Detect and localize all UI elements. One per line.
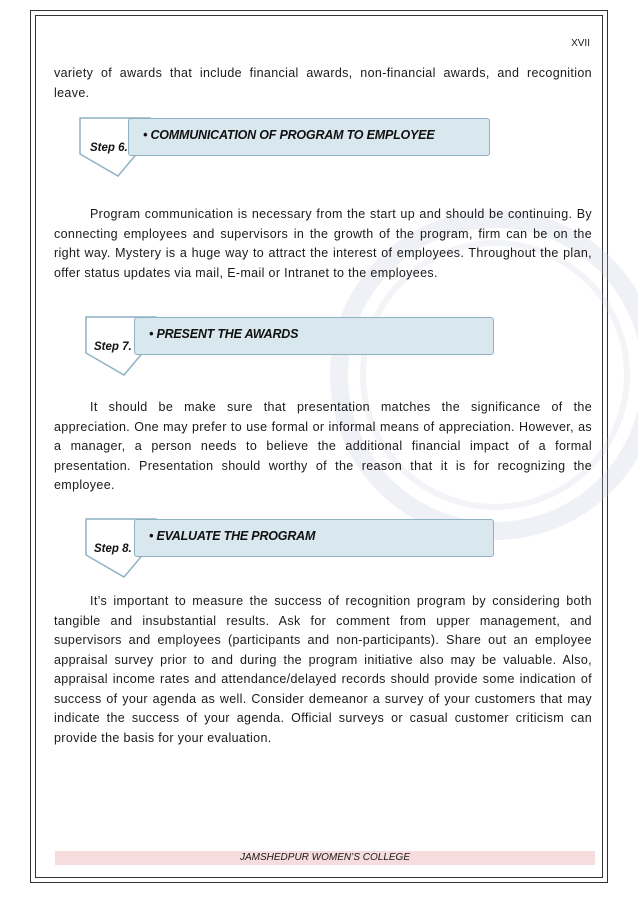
paragraph-program-communication: Program communication is necessary from the start up and should be continuing. By connecting employees and supervisors in the growth of the program, firm can be on the right way. Mystery is a huge way to attract the interest of employees. Throughout the plan, offer status updates via mail, E-mail or Intranet to the employees. [54,207,592,280]
step-6-banner [78,118,490,178]
step-8-title: • EVALUATE THE PROGRAM [134,519,494,557]
step-7-banner [84,317,494,377]
step-7-label: Step 7. [94,341,132,353]
step-8-banner [84,519,494,579]
step-7-title: • PRESENT THE AWARDS [134,317,494,355]
page-number: XVII [571,38,590,49]
paragraph-present-awards: It should be make sure that presentation matches the significance of the appreciation. One may prefer to use formal or informal means of appreciation. However, as a manager, a person needs to believe the additional financial impact of a formal presentation. Presentation should worthy of the reason that it is for recognizing the employee. [54,400,592,492]
paragraph-awards-variety: variety of awards that include financial awards, non-financial awards, and recognition leave. [54,66,592,100]
step-6-title: • COMMUNICATION OF PROGRAM TO EMPLOYEE [128,118,490,156]
step-6-label: Step 6. [90,142,128,154]
footer-college-name: JAMSHEDPUR WOMEN’S COLLEGE [55,851,595,865]
paragraph-evaluate-program: It’s important to measure the success of recognition program by considering both tangible and insubstantial results. Ask for comment from upper management, and supervisors and employees (participants and non-participants). Share out an employee appraisal survey prior to and during the program initiative also may be valuable. Also, appraisal income rates and attendance/delayed records should provide some indication of success of your agenda as well. Consider demeanor a survey of your customers that may indicate the success of your agenda. Official surveys or casual customer criticism can provide the basis for your evaluation. [54,594,592,745]
step-8-label: Step 8. [94,543,132,555]
